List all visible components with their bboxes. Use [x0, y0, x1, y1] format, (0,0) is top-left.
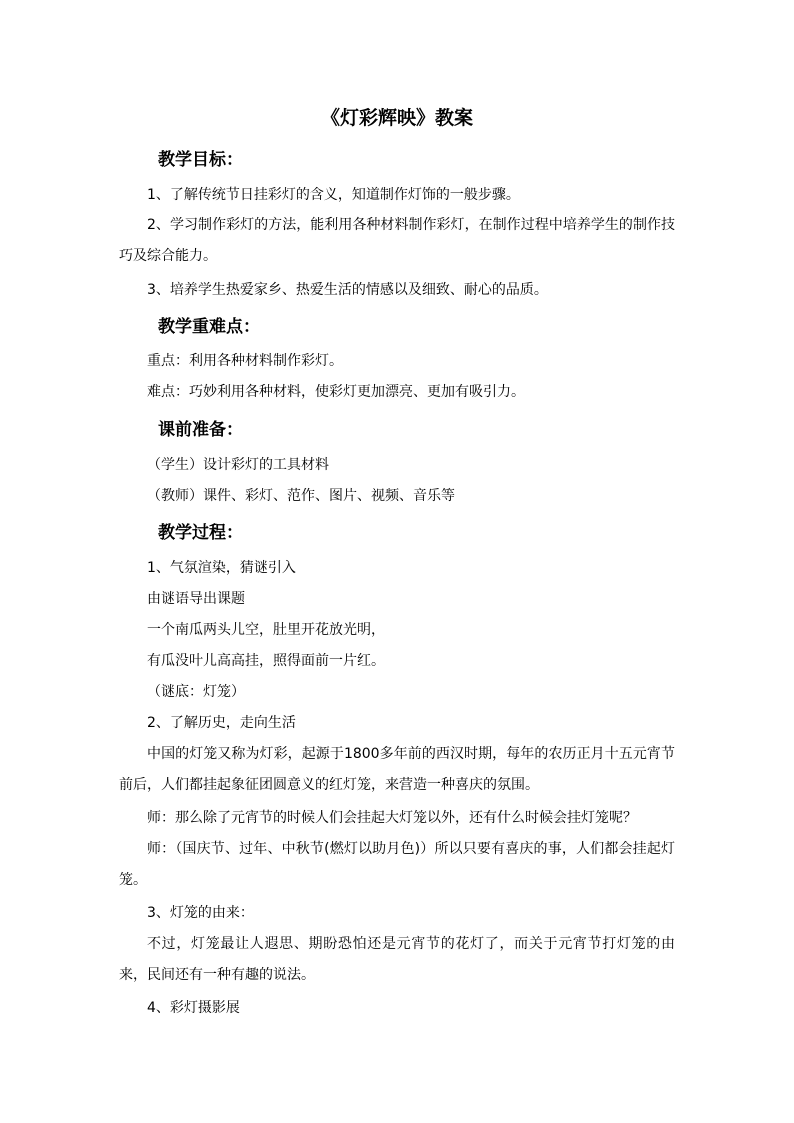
goal-item-1: 1、了解传统节日挂彩灯的含义，知道制作灯饰的一般步骤。 [147, 187, 520, 203]
preparation-teacher: （教师）课件、彩灯、范作、图片、视频、音乐等 [147, 488, 455, 504]
key-points-heading: 教学重难点： [158, 317, 260, 337]
goal-item-2: 2、学习制作彩灯的方法，能利用各种材料制作彩灯，在制作过程中培养学生的制作技巧及综合能力。 [119, 217, 675, 264]
goals-heading: 教学目标： [158, 150, 243, 170]
key-point-difficulty: 难点：巧妙利用各种材料，使彩灯更加漂亮、更加有吸引力。 [147, 384, 525, 400]
riddle-answer: （谜底：灯笼） [147, 684, 245, 700]
step2-paragraph-1: 中国的灯笼又称为灯彩，起源于1800多年前的西汉时期，每年的农历正月十五元宵节前后，人们都挂起象征团圆意义的红灯笼，来营造一种喜庆的氛围。 [119, 746, 675, 793]
preparation-heading: 课前准备： [158, 420, 243, 440]
step1-title: 1、气氛渲染，猜谜引入 [147, 560, 296, 576]
process-heading: 教学过程： [158, 523, 243, 543]
step4-title: 4、彩灯摄影展 [147, 1000, 240, 1016]
step2-paragraph-2: 师：那么除了元宵节的时候人们会挂起大灯笼以外，还有什么时候会挂灯笼呢？ [147, 810, 637, 826]
preparation-student: （学生）设计彩灯的工具材料 [147, 457, 329, 473]
step2-title: 2、了解历史，走向生活 [147, 715, 296, 731]
step1-intro: 由谜语导出课题 [147, 591, 245, 607]
step2-paragraph-3: 师：（国庆节、过年、中秋节(燃灯以助月色)）所以只要有喜庆的事，人们都会挂起灯笼。 [119, 841, 675, 888]
riddle-line-2: 有瓜没叶儿高高挂，照得面前一片红。 [147, 653, 385, 669]
document-title: 《灯彩辉映》教案 [320, 107, 473, 129]
riddle-line-1: 一个南瓜两头儿空，肚里开花放光明， [147, 622, 385, 638]
key-point-focus: 重点：利用各种材料制作彩灯。 [147, 353, 343, 369]
goal-item-3: 3、培养学生热爱家乡、热爱生活的情感以及细致、耐心的品质。 [147, 282, 548, 298]
step3-paragraph: 不过，灯笼最让人遐思、期盼恐怕还是元宵节的花灯了，而关于元宵节打灯笼的由来，民间还有一种有趣的说法。 [119, 936, 675, 983]
step3-title: 3、灯笼的由来： [147, 905, 254, 921]
